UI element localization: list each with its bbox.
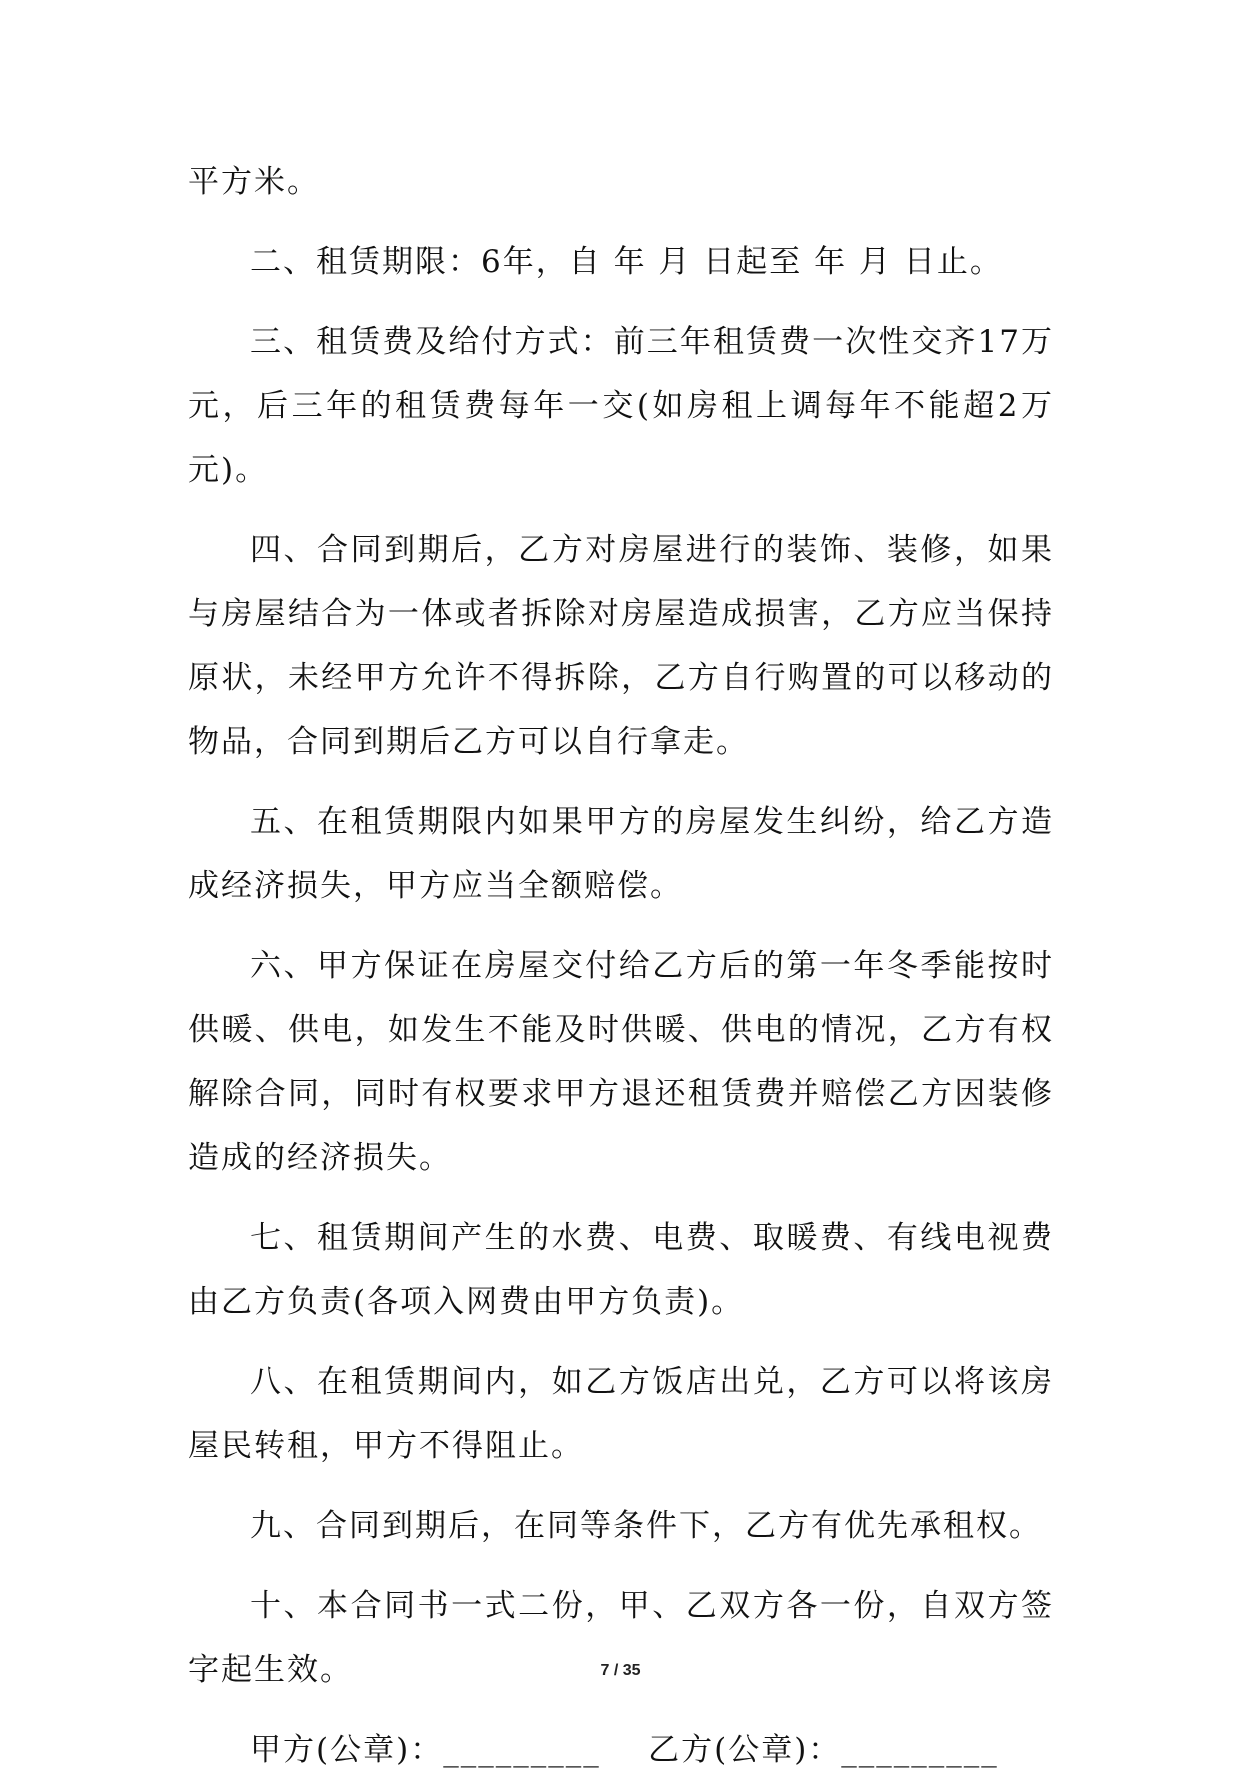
paragraph-heating-power: 六、甲方保证在房屋交付给乙方后的第一年冬季能按时供暖、供电，如发生不能及时供暖、供电的情况，乙方有权解除合同，同时有权要求甲方退还租赁费并赔偿乙方因装修造成的经济损失。 (188, 948, 1054, 1176)
paragraph-copies: 十、本合同书一式二份，甲、乙双方各一份，自双方签字起生效。 (188, 1588, 1054, 1688)
paragraph-rent-payment: 三、租赁费及给付方式：前三年租赁费一次性交齐17万元，后三年的租赁费每年一交(如房租上调每年不能超2万元)。 (188, 324, 1054, 488)
paragraph-sublease: 八、在租赁期间内，如乙方饭店出兑，乙方可以将该房屋民转租，甲方不得阻止。 (188, 1364, 1054, 1464)
paragraph-utilities: 七、租赁期间产生的水费、电费、取暖费、有线电视费由乙方负责(各项入网费由甲方负责)。 (188, 1220, 1054, 1320)
page-indicator: 7 / 35 (600, 1662, 641, 1679)
paragraph-disputes: 五、在租赁期限内如果甲方的房屋发生纠纷，给乙方造成经济损失，甲方应当全额赔偿。 (188, 804, 1054, 904)
paragraph-decoration: 四、合同到期后，乙方对房屋进行的装饰、装修，如果与房屋结合为一体或者拆除对房屋造成损害，乙方应当保持原状，未经甲方允许不得拆除，乙方自行购置的可以移动的物品，合同到期后乙方可以自行拿走。 (188, 532, 1054, 760)
paragraph-area-continuation: 平方米。 (188, 164, 320, 200)
document-body (188, 150, 1054, 1782)
paragraph-lease-term: 二、租赁期限：6年，自 年 月 日起至 年 月 日止。 (250, 244, 1003, 280)
paragraph-renewal-priority: 九、合同到期后，在同等条件下，乙方有优先承租权。 (250, 1508, 1042, 1544)
signature-line: 甲方(公章)：_________ 乙方(公章)：_________ (250, 1732, 999, 1768)
